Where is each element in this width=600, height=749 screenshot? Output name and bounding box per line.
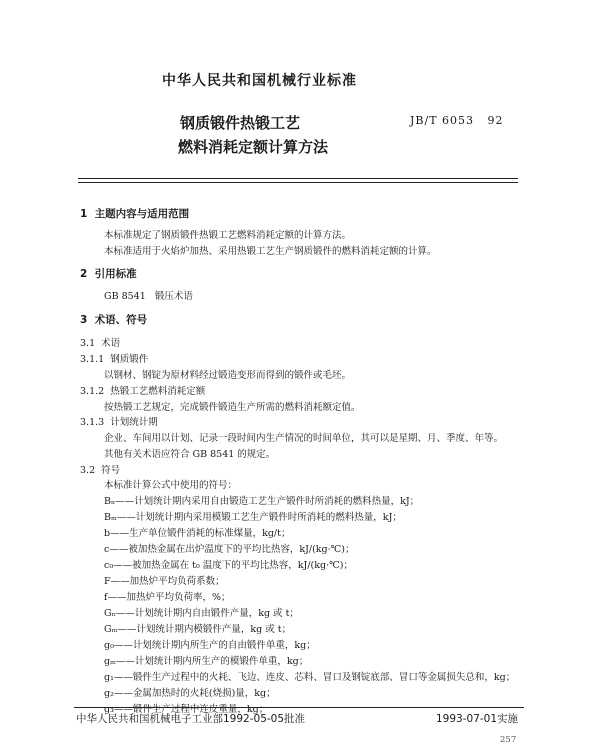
section-3-2-intro: 本标准计算公式中使用的符号： [104,480,238,491]
symbol-definition: g₂——金属加热时的火耗(烧损)量，kg； [104,688,276,699]
section-3-2-heading: 3.2 符号 [80,465,121,476]
section-3-1-2-paragraph: 按热锻工艺规定，完成锻件锻造生产所需的燃料消耗额定值。 [104,402,361,413]
symbol-definition: b——生产单位锻件消耗的标准煤量，kg/t； [104,528,291,539]
section-1-heading: 1 主题内容与适用范围 [80,208,190,220]
header-divider-bottom [78,182,518,183]
section-1-paragraph-1: 本标准规定了钢质锻件热锻工艺燃料消耗定额的计算方法。 [104,230,352,241]
standard-code: JB/T 6053 92 [410,114,504,127]
section-3-1-3-heading: 3.1.3 计划统计期 [80,417,158,428]
symbol-definition: g₁——锻件生产过程中的火耗、飞边、连皮、芯料、冒口及钢锭底部、冒口等金属损失总和，kg； [104,672,516,683]
symbol-definition: F——加热炉平均负荷系数； [104,576,225,587]
section-2-reference: GB 8541 锻压术语 [104,291,193,302]
section-2-heading: 2 引用标准 [80,268,137,280]
symbol-definition: g₀——计划统计期内所生产的自由锻件单重，kg； [104,640,316,651]
section-3-1-3-paragraph-2: 其他有关术语应符合 GB 8541 的规定。 [104,449,276,460]
section-3-1-1-heading: 3.1.1 钢质锻件 [80,354,149,365]
section-3-1-3-paragraph-1: 企业、车间用以计划、记录一段时间内生产情况的时间单位，其可以是星期、月、季度、年等。 [104,433,504,444]
section-3-1-heading: 3.1 术语 [80,338,121,349]
agency-title: 中华人民共和国机械行业标准 [162,73,357,89]
symbol-definition: Gₘ——计划统计期内模锻件产量，kg 或 t； [104,624,292,635]
symbol-definition: c——被加热金属在出炉温度下的平均比热容，kJ/(kg·℃)； [104,544,355,555]
symbol-definition: c₀——被加热金属在 t₀ 温度下的平均比热容，kJ/(kg·℃)； [104,560,353,571]
section-3-1-1-paragraph: 以钢材、钢锭为原材料经过锻造变形而得到的锻件或毛坯。 [104,370,352,381]
symbol-definition: Bₘ——计划统计期内采用模锻工艺生产锻件时所消耗的燃料热量，kJ； [104,512,402,523]
header-divider-top [78,178,518,179]
document-title-line1: 钢质锻件热锻工艺 [180,114,301,132]
section-1-paragraph-2: 本标准适用于火焰炉加热、采用热锻工艺生产钢质锻件的燃料消耗定额的计算。 [104,246,437,257]
symbol-definition: f——加热炉平均负荷率，%； [104,592,231,603]
symbol-definition: Gₙ——计划统计期内自由锻件产量，kg 或 t； [104,608,299,619]
section-3-heading: 3 术语、符号 [80,314,148,326]
page-number: 257 [500,735,517,745]
symbol-definition: g₃——锻件生产过程中连皮重量，kg； [104,704,269,715]
document-title-line2: 燃料消耗定额计算方法 [178,138,329,156]
symbol-definition: Bₙ——计划统计期内采用自由锻造工艺生产锻件时所消耗的燃料热量，kJ； [104,496,420,507]
approval-statement: 中华人民共和国机械电子工业部1992-05-05批准 [76,713,306,725]
symbol-definition: gₘ——计划统计期内所生产的模锻件单重，kg； [104,656,309,667]
implementation-date: 1993-07-01实施 [436,713,519,725]
footer-divider [74,707,524,708]
section-3-1-2-heading: 3.1.2 热锻工艺燃料消耗定额 [80,386,206,397]
